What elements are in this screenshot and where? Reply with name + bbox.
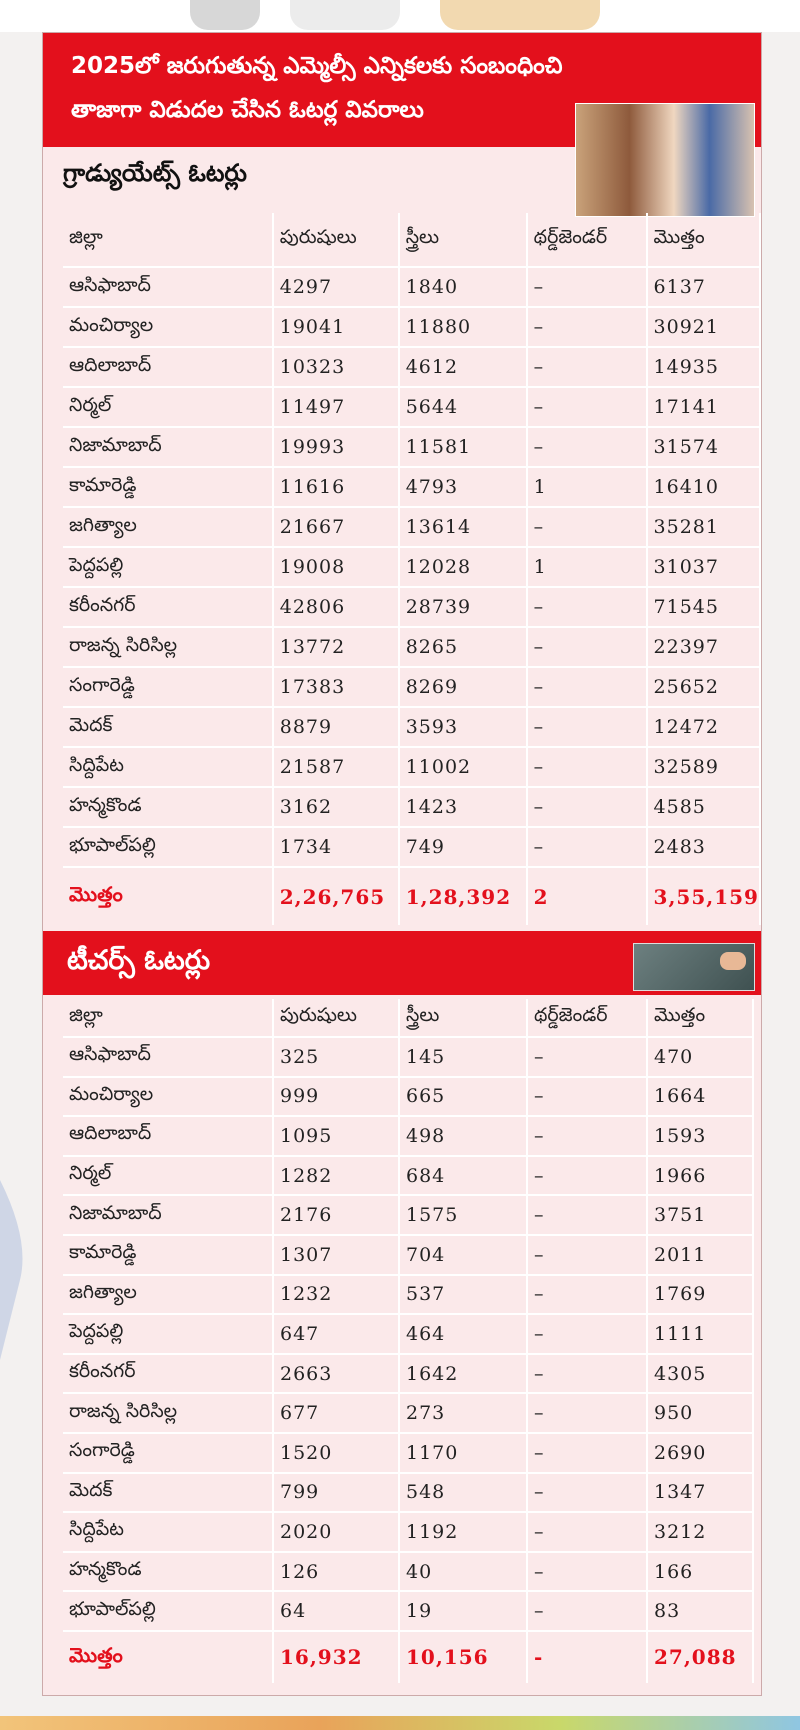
- table-row: [63, 427, 760, 467]
- table-cell: 1575: [399, 1195, 527, 1235]
- students-photo: [575, 103, 755, 217]
- table-cell: –: [527, 787, 647, 827]
- table-cell: 10,156: [399, 1631, 527, 1683]
- table-cell: 19041: [273, 307, 399, 347]
- table-cell: –: [527, 427, 647, 467]
- table-cell: 11497: [273, 387, 399, 427]
- table-cell: –: [527, 1591, 647, 1631]
- table-cell: –: [527, 1156, 647, 1196]
- table-cell: 1664: [647, 1077, 753, 1117]
- table-cell: 548: [399, 1473, 527, 1513]
- table-cell: 8265: [399, 627, 527, 667]
- table-cell: 30921: [647, 307, 760, 347]
- table-cell: పురుషులు: [273, 213, 399, 267]
- table-cell: –: [527, 307, 647, 347]
- table-cell: 4297: [273, 267, 399, 307]
- table-cell: నిర్మల్: [63, 1156, 273, 1196]
- table-cell: 22397: [647, 627, 760, 667]
- table-cell: పెద్దపల్లి: [63, 1314, 273, 1354]
- table-cell: సంగారెడ్డి: [63, 667, 273, 707]
- table-cell: మంచిర్యాల: [63, 307, 273, 347]
- header-title-line1: 2025లో జరుగుతున్న ఎమ్మెల్సీ ఎన్నికలకు సంబంధించి: [71, 53, 563, 79]
- table-cell: సంగారెడ్డి: [63, 1433, 273, 1473]
- table-cell: 6137: [647, 267, 760, 307]
- graduates-section-title: గ్రాడ్యుయేట్స్ ఓటర్లు: [63, 159, 247, 187]
- table-cell: 8269: [399, 667, 527, 707]
- decoration-shape: [190, 0, 260, 30]
- table-cell: జిల్లా: [63, 999, 273, 1037]
- table-cell: 17141: [647, 387, 760, 427]
- decoration-shape: [440, 0, 600, 30]
- table-cell: 3162: [273, 787, 399, 827]
- table-row: [63, 1195, 753, 1235]
- table-cell: నిజామాబాద్: [63, 427, 273, 467]
- table-cell: 4612: [399, 347, 527, 387]
- table-cell: పెద్దపల్లి: [63, 547, 273, 587]
- table-cell: 1520: [273, 1433, 399, 1473]
- table-row: [63, 1037, 753, 1077]
- table-cell: 145: [399, 1037, 527, 1077]
- table-cell: 14935: [647, 347, 760, 387]
- table-row: [63, 667, 760, 707]
- table-cell: 1840: [399, 267, 527, 307]
- table-row: [63, 627, 760, 667]
- table-cell: –: [527, 1235, 647, 1275]
- table-cell: రాజన్న సిరిసిల్ల: [63, 627, 273, 667]
- table-cell: 64: [273, 1591, 399, 1631]
- table-cell: –: [527, 587, 647, 627]
- table-cell: –: [527, 1195, 647, 1235]
- table-cell: 1307: [273, 1235, 399, 1275]
- table-cell: 12472: [647, 707, 760, 747]
- table-cell: 4585: [647, 787, 760, 827]
- table-cell: 19008: [273, 547, 399, 587]
- table-cell: మొత్తం: [63, 867, 273, 925]
- table-cell: 684: [399, 1156, 527, 1196]
- table-cell: 31574: [647, 427, 760, 467]
- table-row: [63, 1393, 753, 1433]
- table-header-row: [63, 213, 760, 267]
- table-row: [63, 587, 760, 627]
- table-cell: 35281: [647, 507, 760, 547]
- table-cell: మెదక్: [63, 1473, 273, 1513]
- table-cell: 21667: [273, 507, 399, 547]
- table-cell: 2690: [647, 1433, 753, 1473]
- table-cell: 2020: [273, 1512, 399, 1552]
- table-cell: –: [527, 1275, 647, 1315]
- table-cell: ఆసిఫాబాద్: [63, 267, 273, 307]
- table-cell: –: [527, 267, 647, 307]
- chalkboard-image: [633, 943, 755, 991]
- table-cell: 32589: [647, 747, 760, 787]
- table-cell: 537: [399, 1275, 527, 1315]
- table-cell: 19: [399, 1591, 527, 1631]
- table-cell: 25652: [647, 667, 760, 707]
- decoration-shape: [290, 0, 400, 30]
- table-cell: 1423: [399, 787, 527, 827]
- table-row: [63, 1591, 753, 1631]
- table-cell: –: [527, 627, 647, 667]
- table-cell: 12028: [399, 547, 527, 587]
- table-cell: 2483: [647, 827, 760, 867]
- table-cell: 665: [399, 1077, 527, 1117]
- table-cell: నిజామాబాద్: [63, 1195, 273, 1235]
- table-cell: 126: [273, 1552, 399, 1592]
- table-cell: 166: [647, 1552, 753, 1592]
- table-cell: 5644: [399, 387, 527, 427]
- table-cell: –: [527, 347, 647, 387]
- table-cell: హన్మకొండ: [63, 1552, 273, 1592]
- table-cell: 13614: [399, 507, 527, 547]
- table-row: [63, 707, 760, 747]
- table-cell: 1769: [647, 1275, 753, 1315]
- table-cell: భూపాల్‌పల్లి: [63, 827, 273, 867]
- table-cell: –: [527, 1552, 647, 1592]
- graduates-table: [63, 213, 761, 925]
- table-cell: 16,932: [273, 1631, 399, 1683]
- table-cell: 3212: [647, 1512, 753, 1552]
- table-cell: –: [527, 1393, 647, 1433]
- table-row: [63, 1077, 753, 1117]
- table-cell: 21587: [273, 747, 399, 787]
- table-cell: 8879: [273, 707, 399, 747]
- table-cell: 2,26,765: [273, 867, 399, 925]
- table-cell: 999: [273, 1077, 399, 1117]
- table-cell: –: [527, 827, 647, 867]
- table-cell: 11002: [399, 747, 527, 787]
- table-cell: 4793: [399, 467, 527, 507]
- table-cell: థర్డ్‌జెండర్: [527, 999, 647, 1037]
- table-cell: 19993: [273, 427, 399, 467]
- table-cell: 704: [399, 1235, 527, 1275]
- table-cell: హన్మకొండ: [63, 787, 273, 827]
- table-cell: 1347: [647, 1473, 753, 1513]
- table-cell: ఆదిలాబాద్: [63, 347, 273, 387]
- table-row: [63, 747, 760, 787]
- table-cell: –: [527, 1037, 647, 1077]
- table-cell: –: [527, 707, 647, 747]
- table-cell: 11880: [399, 307, 527, 347]
- table-row: [63, 507, 760, 547]
- table-row: [63, 267, 760, 307]
- table-cell: 3,55,159: [647, 867, 760, 925]
- table-cell: 28739: [399, 587, 527, 627]
- table-cell: నిర్మల్: [63, 387, 273, 427]
- table-cell: 1734: [273, 827, 399, 867]
- table-cell: 1170: [399, 1433, 527, 1473]
- table-cell: –: [527, 747, 647, 787]
- table-cell: 1095: [273, 1116, 399, 1156]
- teachers-table: [63, 999, 754, 1683]
- teachers-section-title: టీచర్స్ ఓటర్లు: [67, 945, 211, 976]
- table-total-row: [63, 1631, 753, 1683]
- table-cell: 1593: [647, 1116, 753, 1156]
- table-row: [63, 1235, 753, 1275]
- table-cell: –: [527, 1077, 647, 1117]
- table-row: [63, 307, 760, 347]
- table-cell: –: [527, 1433, 647, 1473]
- table-cell: 950: [647, 1393, 753, 1433]
- table-total-row: [63, 867, 760, 925]
- table-cell: 27,088: [647, 1631, 753, 1683]
- top-decoration-strip: [0, 0, 800, 32]
- table-cell: –: [527, 1314, 647, 1354]
- table-cell: –: [527, 1473, 647, 1513]
- table-row: [63, 1512, 753, 1552]
- table-row: [63, 1354, 753, 1394]
- table-cell: జిల్లా: [63, 213, 273, 267]
- table-cell: 16410: [647, 467, 760, 507]
- table-cell: 83: [647, 1591, 753, 1631]
- table-cell: 4305: [647, 1354, 753, 1394]
- table-cell: 2011: [647, 1235, 753, 1275]
- table-cell: మొత్తం: [63, 1631, 273, 1683]
- table-cell: 71545: [647, 587, 760, 627]
- table-cell: ఆసిఫాబాద్: [63, 1037, 273, 1077]
- table-cell: 13772: [273, 627, 399, 667]
- table-cell: భూపాల్‌పల్లి: [63, 1591, 273, 1631]
- table-cell: 31037: [647, 547, 760, 587]
- table-cell: కరీంనగర్: [63, 1354, 273, 1394]
- table-cell: స్త్రీలు: [399, 999, 527, 1037]
- table-cell: మొత్తం: [647, 213, 760, 267]
- table-cell: 273: [399, 1393, 527, 1433]
- table-cell: 464: [399, 1314, 527, 1354]
- table-cell: 1966: [647, 1156, 753, 1196]
- table-cell: కరీంనగర్: [63, 587, 273, 627]
- table-cell: –: [527, 1354, 647, 1394]
- table-cell: 40: [399, 1552, 527, 1592]
- table-cell: –: [527, 667, 647, 707]
- table-row: [63, 787, 760, 827]
- table-row: [63, 827, 760, 867]
- table-cell: 1: [527, 547, 647, 587]
- table-cell: 325: [273, 1037, 399, 1077]
- table-cell: 42806: [273, 587, 399, 627]
- table-row: [63, 467, 760, 507]
- table-cell: 1232: [273, 1275, 399, 1315]
- table-cell: మంచిర్యాల: [63, 1077, 273, 1117]
- table-cell: 498: [399, 1116, 527, 1156]
- table-cell: కామారెడ్డి: [63, 1235, 273, 1275]
- table-cell: థర్డ్‌జెండర్: [527, 213, 647, 267]
- table-cell: 799: [273, 1473, 399, 1513]
- table-cell: మెదక్: [63, 707, 273, 747]
- table-cell: 10323: [273, 347, 399, 387]
- table-header-row: [63, 999, 753, 1037]
- table-cell: 3751: [647, 1195, 753, 1235]
- decorative-swoosh: [0, 980, 40, 1480]
- table-cell: –: [527, 1512, 647, 1552]
- table-cell: ఆదిలాబాద్: [63, 1116, 273, 1156]
- table-cell: సిద్దిపేట: [63, 1512, 273, 1552]
- table-cell: పురుషులు: [273, 999, 399, 1037]
- hand-image: [720, 952, 746, 970]
- bottom-decoration-strip: [0, 1716, 800, 1730]
- table-cell: 17383: [273, 667, 399, 707]
- table-cell: 2663: [273, 1354, 399, 1394]
- table-cell: 1111: [647, 1314, 753, 1354]
- voters-info-card: [42, 32, 762, 1696]
- table-cell: –: [527, 387, 647, 427]
- table-cell: 11616: [273, 467, 399, 507]
- table-cell: 11581: [399, 427, 527, 467]
- table-cell: 1192: [399, 1512, 527, 1552]
- table-row: [63, 1552, 753, 1592]
- table-row: [63, 547, 760, 587]
- table-cell: కామారెడ్డి: [63, 467, 273, 507]
- table-row: [63, 347, 760, 387]
- table-cell: 1642: [399, 1354, 527, 1394]
- table-cell: 1,28,392: [399, 867, 527, 925]
- table-row: [63, 387, 760, 427]
- table-cell: 647: [273, 1314, 399, 1354]
- table-cell: మొత్తం: [647, 999, 753, 1037]
- table-cell: 1: [527, 467, 647, 507]
- table-cell: రాజన్న సిరిసిల్ల: [63, 1393, 273, 1433]
- table-row: [63, 1116, 753, 1156]
- table-cell: 3593: [399, 707, 527, 747]
- table-row: [63, 1314, 753, 1354]
- table-cell: -: [527, 1631, 647, 1683]
- table-cell: స్త్రీలు: [399, 213, 527, 267]
- table-row: [63, 1275, 753, 1315]
- table-cell: –: [527, 1116, 647, 1156]
- table-cell: 470: [647, 1037, 753, 1077]
- table-row: [63, 1156, 753, 1196]
- table-cell: 2: [527, 867, 647, 925]
- table-cell: జగిత్యాల: [63, 507, 273, 547]
- table-row: [63, 1473, 753, 1513]
- table-cell: –: [527, 507, 647, 547]
- table-row: [63, 1433, 753, 1473]
- table-cell: 2176: [273, 1195, 399, 1235]
- table-cell: 677: [273, 1393, 399, 1433]
- header-title-line2: తాజాగా విడుదల చేసిన ఓటర్ల వివరాలు: [71, 97, 424, 123]
- table-cell: జగిత్యాల: [63, 1275, 273, 1315]
- table-cell: 1282: [273, 1156, 399, 1196]
- table-cell: 749: [399, 827, 527, 867]
- table-cell: సిద్దిపేట: [63, 747, 273, 787]
